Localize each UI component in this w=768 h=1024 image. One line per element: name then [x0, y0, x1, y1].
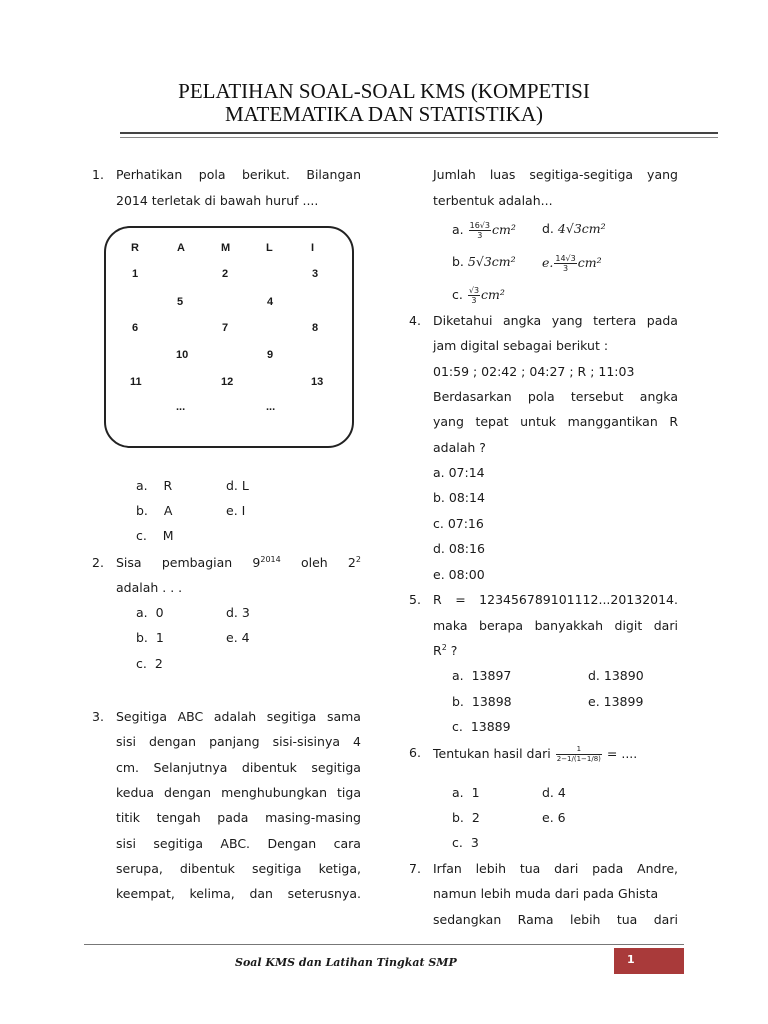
q1-option-c[interactable]: c. M	[136, 528, 174, 543]
page-title-line1: PELATIHAN SOAL-SOAL KMS (KOMPETISI	[178, 79, 590, 103]
grid-number: 6	[132, 322, 139, 334]
q2-option-c[interactable]: c. 2	[136, 656, 163, 671]
q6-option-b[interactable]: b. 2	[452, 810, 480, 825]
grid-number: 8	[312, 322, 319, 334]
q3-line: sisi dengan panjang sisi-sisinya 4	[116, 734, 361, 749]
q5-line2: maka berapa banyakkah digit dari	[433, 618, 678, 633]
q3-line: sisi segitiga ABC. Dengan cara	[116, 836, 361, 851]
footer-rule	[84, 944, 684, 945]
footer-text: Soal KMS dan Latihan Tingkat SMP	[235, 956, 457, 969]
grid-ellipsis: ...	[176, 401, 186, 413]
q5-option-b[interactable]: b. 13898	[452, 694, 512, 709]
q1-line1: Perhatikan pola berikut. Bilangan	[116, 167, 361, 182]
grid-number: 13	[311, 376, 324, 388]
grid-number: 2	[222, 268, 229, 280]
q3-line: serupa, dibentuk segitiga ketiga,	[116, 861, 361, 876]
q2-option-b[interactable]: b. 1	[136, 630, 164, 645]
q7-number: 7.	[409, 861, 421, 876]
q3-number: 3.	[92, 709, 104, 724]
grid-letter: I	[311, 242, 315, 254]
grid-letter: L	[266, 242, 273, 254]
q2-number: 2.	[92, 555, 104, 570]
grid-letter: A	[177, 242, 185, 254]
grid-number: 3	[312, 268, 319, 280]
q4-line5: yang tepat untuk manggantikan R	[433, 414, 678, 429]
q6-option-a[interactable]: a. 1	[452, 785, 480, 800]
q3-line: cm. Selanjutnya dibentuk segitiga	[116, 760, 361, 775]
q5-option-d[interactable]: d. 13890	[588, 668, 644, 683]
grid-number: 12	[221, 376, 234, 388]
q3-option-d[interactable]: d. 4√3cm²	[542, 221, 606, 236]
q1-option-e[interactable]: e. I	[226, 503, 246, 518]
q6-option-e[interactable]: e. 6	[542, 810, 566, 825]
q2-option-e[interactable]: e. 4	[226, 630, 250, 645]
q3-option-e[interactable]: e. $\frac{14√3}{3}$ cm²	[542, 254, 602, 273]
q4-line6: adalah ?	[433, 440, 486, 455]
q6-line1: Tentukan hasil dari $\frac{1}{2-1/(1-1/8)}$ = ....	[433, 745, 638, 763]
q2-line2: adalah . . .	[116, 580, 183, 595]
q4-number: 4.	[409, 313, 421, 328]
q6-option-d[interactable]: d. 4	[542, 785, 566, 800]
q7-line3: sedangkan Rama lebih tua dari	[433, 912, 678, 927]
q3-line: kedua dengan menghubungkan tiga	[116, 785, 361, 800]
header-rule-thin	[120, 137, 718, 138]
grid-number: 5	[177, 296, 184, 308]
q5-option-e[interactable]: e. 13899	[588, 694, 644, 709]
q4-line3: 01:59 ; 02:42 ; 04:27 ; R ; 11:03	[433, 364, 635, 379]
q4-line4: Berdasarkan pola tersebut angka	[433, 389, 678, 404]
q3-cont-line2: terbentuk adalah...	[433, 193, 553, 208]
q4-option-a[interactable]: a. 07:14	[433, 465, 485, 480]
grid-number: 7	[222, 322, 229, 334]
grid-number: 10	[176, 349, 189, 361]
q3-option-c[interactable]: c. $\frac{√3}{3}$ cm²	[452, 286, 505, 305]
q5-option-a[interactable]: a. 13897	[452, 668, 512, 683]
q5-number: 5.	[409, 592, 421, 607]
q7-line2: namun lebih muda dari pada Ghista	[433, 886, 659, 901]
grid-number: 4	[267, 296, 274, 308]
q4-line1: Diketahui angka yang tertera pada	[433, 313, 678, 328]
q3-option-b[interactable]: b. 5√3cm²	[452, 254, 516, 269]
q7-line1: Irfan lebih tua dari pada Andre,	[433, 861, 678, 876]
q4-option-c[interactable]: c. 07:16	[433, 516, 484, 531]
q3-cont-line1: Jumlah luas segitiga-segitiga yang	[433, 167, 678, 182]
q3-option-a[interactable]: a. $\frac{16√3}{3}$ cm²	[452, 221, 516, 240]
q2-option-a[interactable]: a. 0	[136, 605, 164, 620]
page-number: 1	[627, 953, 635, 966]
grid-number: 9	[267, 349, 274, 361]
grid-letter: M	[221, 242, 231, 254]
q3-line: keempat, kelima, dan seterusnya.	[116, 886, 361, 901]
q4-option-d[interactable]: d. 08:16	[433, 541, 485, 556]
q3-line: titik tengah pada masing-masing	[116, 810, 361, 825]
grid-number: 1	[132, 268, 139, 280]
q5-line3: $R^2$ ?	[433, 642, 458, 658]
q2-option-d[interactable]: d. 3	[226, 605, 250, 620]
q4-option-e[interactable]: e. 08:00	[433, 567, 485, 582]
q6-option-c[interactable]: c. 3	[452, 835, 479, 850]
letter-number-grid	[104, 226, 354, 448]
grid-ellipsis: ...	[266, 401, 276, 413]
q5-line1: R = 123456789101112...20132014.	[433, 592, 678, 607]
q2-line1: Sisa pembagian $9^{2014}$ oleh $2^2$	[116, 554, 361, 570]
header-rule	[120, 132, 718, 134]
q1-option-a[interactable]: a. R	[136, 478, 173, 493]
q5-option-c[interactable]: c. 13889	[452, 719, 511, 734]
q1-line2: 2014 terletak di bawah huruf ....	[116, 193, 319, 208]
grid-number: 11	[130, 376, 142, 388]
page-title-line2: MATEMATIKA DAN STATISTIKA)	[225, 102, 543, 126]
q3-line: Segitiga ABC adalah segitiga sama	[116, 709, 361, 724]
q4-option-b[interactable]: b. 08:14	[433, 490, 485, 505]
q1-option-b[interactable]: b. A	[136, 503, 173, 518]
q1-number: 1.	[92, 167, 104, 182]
q6-number: 6.	[409, 745, 421, 760]
q4-line2: jam digital sebagai berikut :	[433, 338, 609, 353]
page-number-badge	[614, 948, 684, 974]
grid-letter: R	[131, 242, 139, 254]
q1-option-d[interactable]: d. L	[226, 478, 249, 493]
